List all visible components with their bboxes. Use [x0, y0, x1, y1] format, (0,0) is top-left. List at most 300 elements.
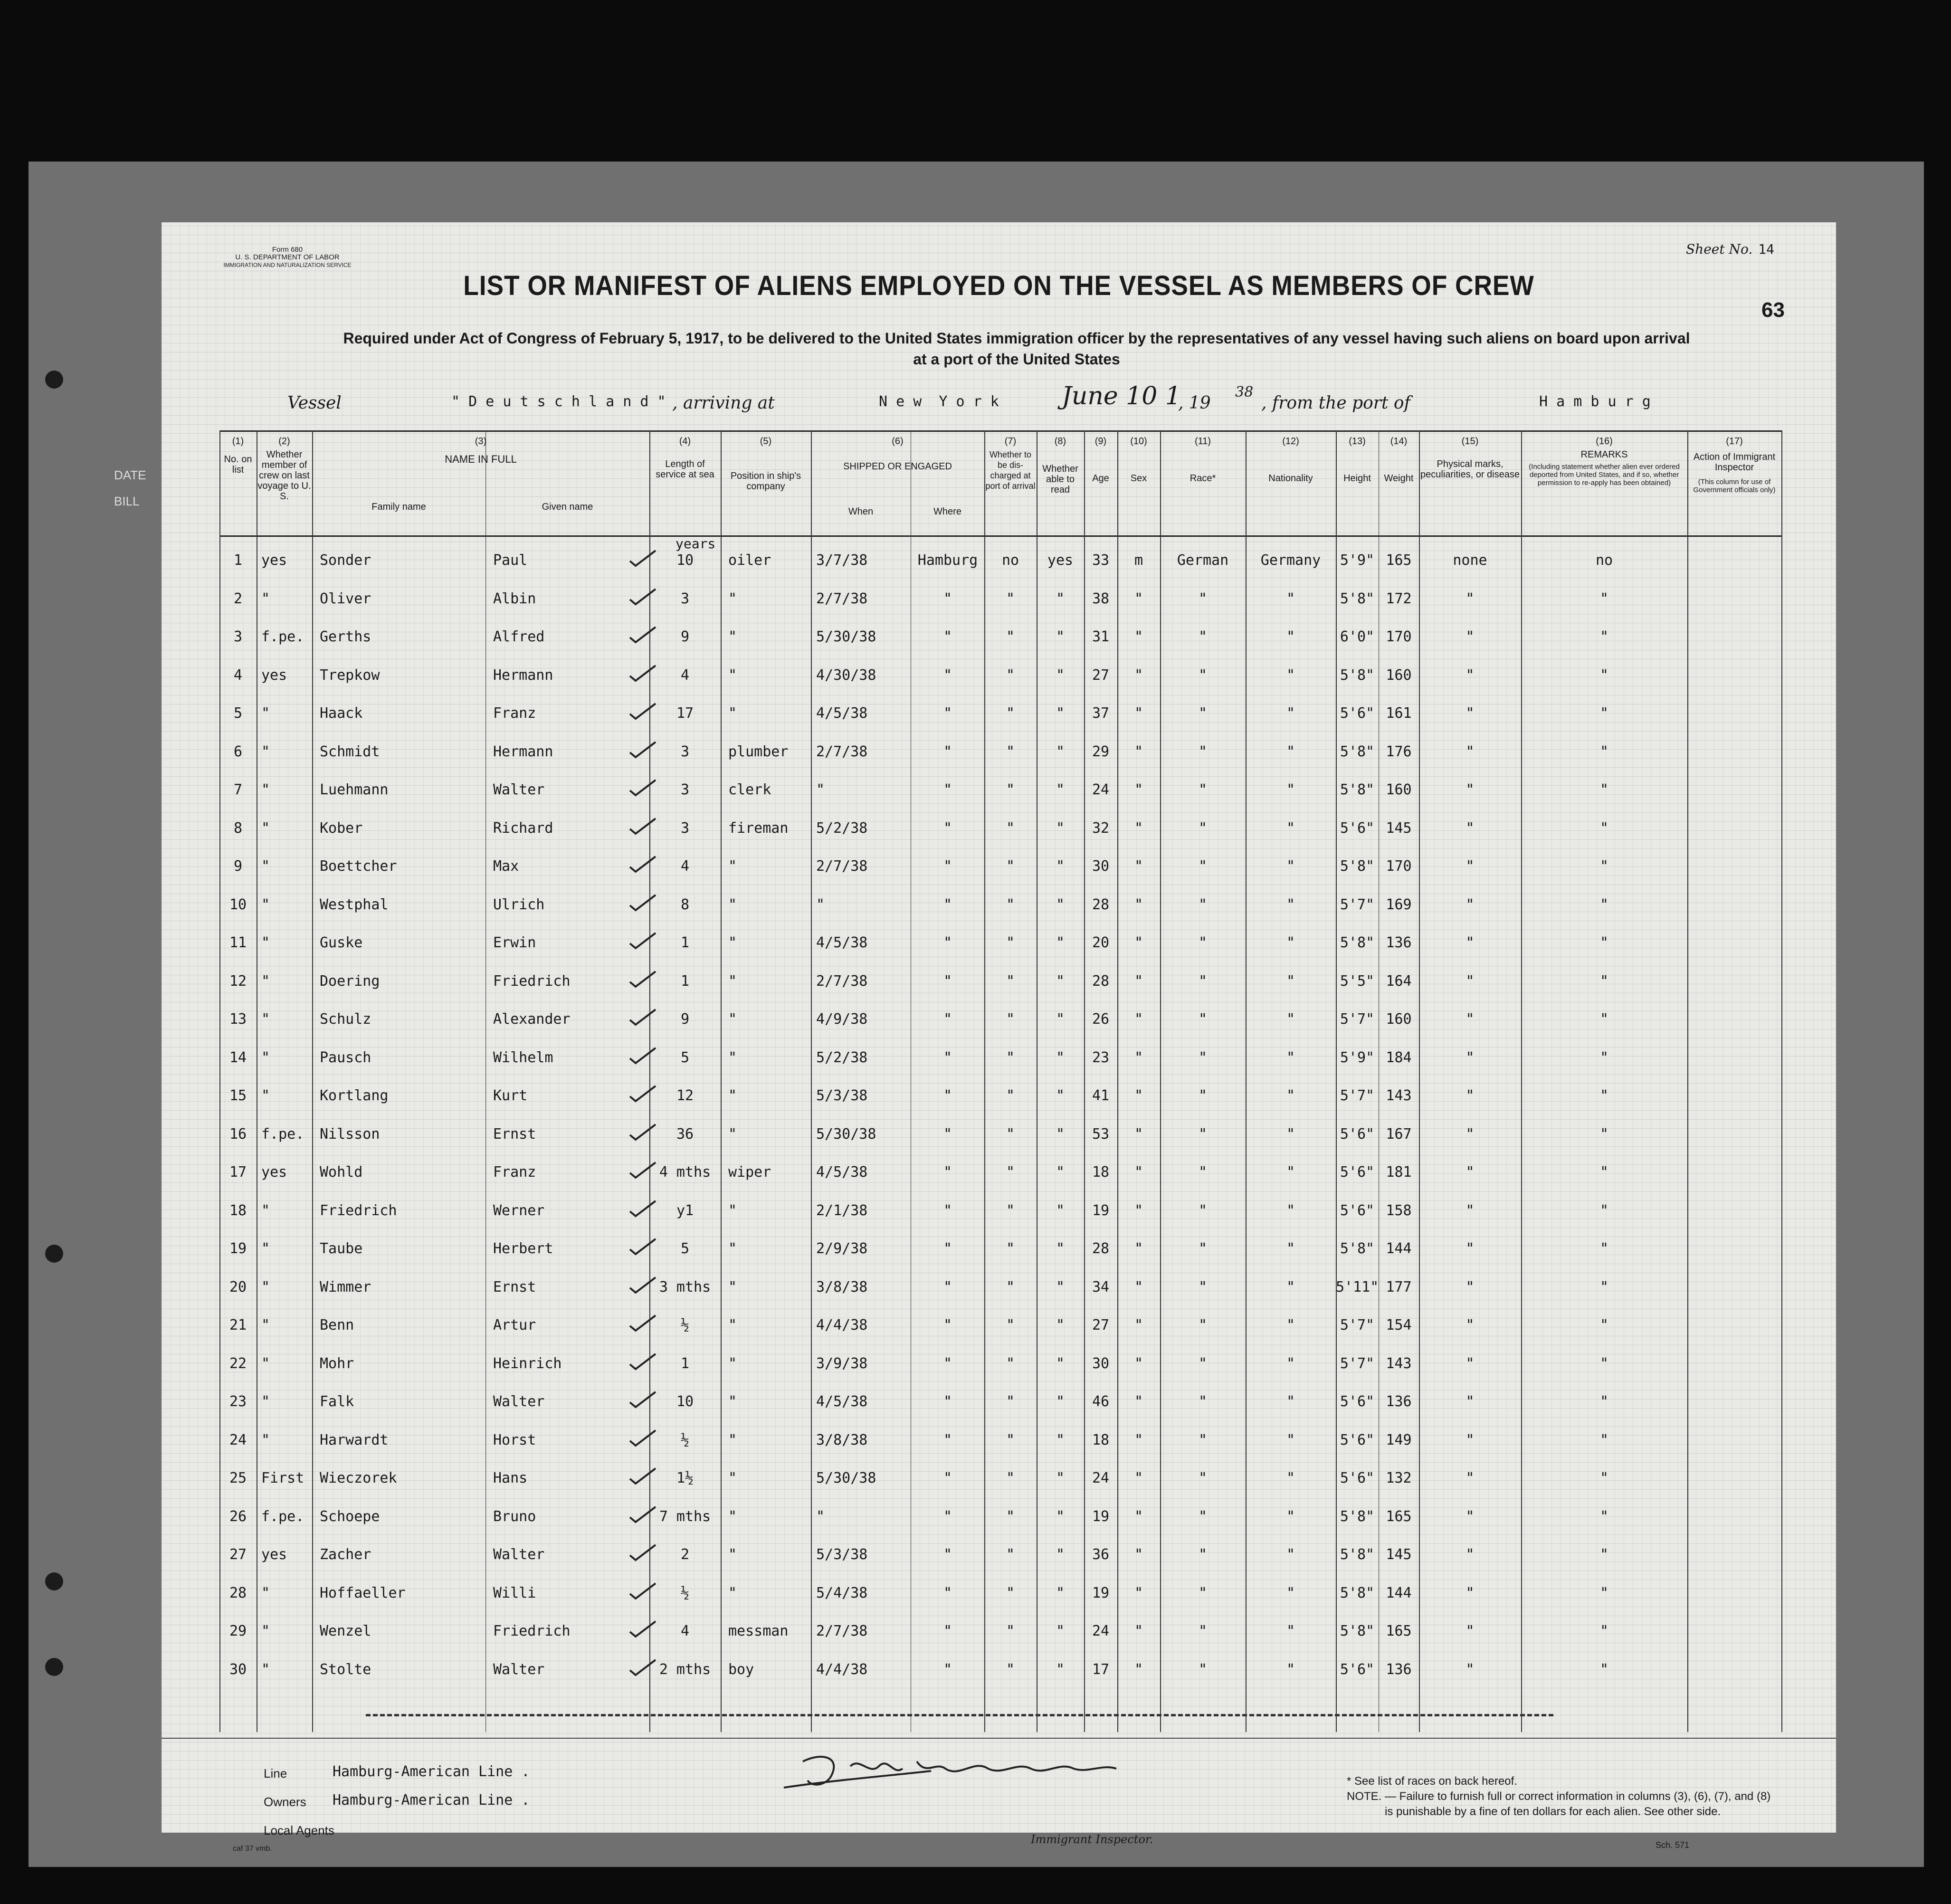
cell-weight: 145 [1386, 819, 1412, 837]
cell-sex: " [1134, 666, 1143, 684]
cell-nationality: " [1286, 628, 1295, 645]
col-5-number: (5) [760, 436, 772, 447]
cell-race: " [1198, 1584, 1208, 1601]
cell-age: 30 [1092, 858, 1110, 875]
table-row [219, 1460, 1782, 1497]
cell-shipped-when: 2/7/38 [816, 972, 868, 990]
cell-weight: 176 [1386, 743, 1412, 760]
cell-shipped-where: " [943, 1431, 952, 1448]
subtitle-line-2: at a port of the United States [913, 351, 1120, 368]
cell-shipped-where: " [943, 781, 952, 798]
cell-given-name: Max [493, 858, 519, 875]
cell-physical-marks: " [1466, 1240, 1475, 1257]
cell-shipped-when: 5/3/38 [816, 1087, 868, 1104]
cell-weight: 172 [1386, 590, 1412, 607]
cell-crew-number: 29 [229, 1623, 247, 1639]
cell-weight: 136 [1386, 934, 1412, 951]
cell-family-name: Harwardt [320, 1431, 389, 1448]
cell-sex: " [1134, 628, 1143, 645]
cell-sex: " [1134, 1049, 1143, 1066]
cell-position: " [728, 1431, 737, 1448]
cell-physical-marks: " [1466, 858, 1475, 875]
cell-race: " [1198, 1202, 1208, 1219]
cell-physical-marks: " [1466, 705, 1475, 722]
cell-previous-voyage: yes [261, 1546, 287, 1563]
cell-position: " [728, 666, 737, 684]
cell-race: German [1177, 552, 1229, 569]
cell-family-name: Wieczorek [320, 1470, 397, 1486]
cell-weight: 144 [1386, 1584, 1412, 1601]
cell-age: 20 [1092, 934, 1110, 951]
cell-age: 36 [1092, 1546, 1110, 1563]
check-mark-icon [628, 1276, 657, 1295]
cell-shipped-where: " [943, 1202, 952, 1219]
cell-crew-number: 28 [229, 1584, 247, 1601]
cell-position: " [728, 1508, 737, 1525]
table-row [219, 1383, 1782, 1420]
check-mark-icon [628, 1390, 657, 1409]
cell-shipped-when: 4/30/38 [816, 666, 876, 684]
cell-crew-number: 4 [233, 666, 243, 684]
cell-age: 31 [1092, 628, 1110, 645]
cell-given-name: Hermann [493, 743, 553, 760]
cell-shipped-where: " [943, 1278, 952, 1295]
table-row [219, 1345, 1782, 1382]
cell-service-length: 1 [680, 934, 690, 951]
line-label: Line [264, 1766, 287, 1780]
cell-sex: " [1134, 1584, 1143, 1601]
cell-remarks: " [1599, 781, 1609, 798]
cell-remarks: " [1599, 1202, 1609, 1219]
cell-shipped-where: " [943, 1087, 952, 1104]
check-mark-icon [628, 1314, 657, 1333]
cell-discharged: " [1006, 705, 1015, 722]
cell-age: 18 [1092, 1431, 1110, 1448]
cell-family-name: Friedrich [320, 1202, 397, 1219]
cell-able-to-read: " [1056, 1125, 1065, 1142]
col-12-number: (12) [1282, 436, 1299, 447]
cell-remarks: " [1599, 1125, 1609, 1142]
cell-discharged: " [1006, 1278, 1015, 1295]
cell-remarks: " [1599, 1164, 1609, 1180]
check-mark-icon [628, 931, 657, 950]
cell-height: 5'6" [1340, 819, 1375, 837]
cell-given-name: Hermann [493, 666, 553, 684]
cell-crew-number: 22 [229, 1355, 247, 1372]
cell-weight: 177 [1386, 1278, 1412, 1295]
cell-able-to-read: " [1056, 972, 1065, 990]
cell-weight: 181 [1386, 1164, 1412, 1180]
cell-height: 5'8" [1340, 934, 1375, 951]
cell-able-to-read: " [1056, 705, 1065, 722]
cell-nationality: " [1286, 1202, 1295, 1219]
cell-race: " [1198, 1011, 1208, 1028]
cell-service-length: 7 mths [659, 1508, 711, 1525]
cell-crew-number: 30 [229, 1661, 247, 1678]
cell-discharged: " [1006, 743, 1015, 760]
cell-crew-number: 25 [229, 1470, 247, 1486]
cell-family-name: Trepkow [320, 666, 380, 684]
check-mark-icon [628, 625, 657, 644]
cell-crew-number: 21 [229, 1317, 247, 1333]
cell-shipped-where: " [943, 1584, 952, 1601]
cell-weight: 161 [1386, 705, 1412, 722]
col-7-number: (7) [1004, 436, 1017, 447]
document-subtitle [247, 328, 1786, 370]
line-value: Hamburg-American Line . [333, 1763, 530, 1780]
cell-age: 30 [1092, 1355, 1110, 1372]
cell-discharged: " [1006, 1355, 1015, 1372]
check-mark-icon [628, 702, 657, 721]
cell-sex: " [1134, 781, 1143, 798]
cell-nationality: " [1286, 1584, 1295, 1601]
cell-given-name: Ernst [493, 1278, 536, 1295]
table-row [219, 1192, 1782, 1229]
table-row [219, 1575, 1782, 1612]
cell-service-length: 5 [680, 1049, 690, 1066]
col-10-number: (10) [1130, 436, 1147, 447]
page-number: 63 [1761, 298, 1785, 322]
cell-nationality: " [1286, 781, 1295, 798]
cell-discharged: " [1006, 1125, 1015, 1142]
cell-shipped-when: 3/7/38 [816, 552, 868, 569]
cell-shipped-where: " [943, 1240, 952, 1257]
cell-remarks: " [1599, 1087, 1609, 1104]
cell-family-name: Mohr [320, 1355, 354, 1372]
cell-able-to-read: " [1056, 934, 1065, 951]
cell-family-name: Benn [320, 1317, 354, 1333]
cell-shipped-when: 2/7/38 [816, 1623, 868, 1639]
arrival-date-handwritten: June 10 1 [1062, 382, 1181, 410]
cell-position: " [728, 1202, 737, 1219]
cell-able-to-read: " [1056, 628, 1065, 645]
cell-shipped-where: " [943, 590, 952, 607]
cell-previous-voyage: " [261, 1355, 270, 1372]
cell-race: " [1198, 858, 1208, 875]
cell-able-to-read: " [1056, 1011, 1065, 1028]
cell-shipped-when: 4/4/38 [816, 1661, 868, 1678]
cell-weight: 170 [1386, 628, 1412, 645]
cell-position: fireman [728, 819, 789, 837]
cell-previous-voyage: " [261, 1393, 270, 1410]
cell-family-name: Wohld [320, 1164, 363, 1180]
cell-previous-voyage: f.pe. [261, 1508, 305, 1525]
cell-physical-marks: " [1466, 781, 1475, 798]
cell-previous-voyage: " [261, 1317, 270, 1333]
cell-given-name: Walter [493, 1661, 545, 1678]
cell-race: " [1198, 1623, 1208, 1639]
cell-able-to-read: " [1056, 1661, 1065, 1678]
cell-shipped-where: " [943, 1125, 952, 1142]
cell-shipped-where: " [943, 705, 952, 722]
cell-race: " [1198, 1164, 1208, 1180]
cell-previous-voyage: " [261, 819, 270, 837]
table-row [219, 771, 1782, 809]
table-row [219, 1269, 1782, 1306]
cell-race: " [1198, 1546, 1208, 1563]
cell-race: " [1198, 934, 1208, 951]
cell-able-to-read: " [1056, 1317, 1065, 1333]
table-row [219, 619, 1782, 656]
cell-discharged: " [1006, 1087, 1015, 1104]
cell-remarks: " [1599, 1355, 1609, 1372]
check-mark-icon [628, 855, 657, 874]
cell-position: " [728, 1546, 737, 1563]
cell-family-name: Luehmann [320, 781, 389, 798]
cell-position: " [728, 896, 737, 913]
col-17-number: (17) [1726, 436, 1743, 447]
from-port-label: , from the port of [1261, 393, 1410, 413]
cell-shipped-where: " [943, 1470, 952, 1486]
arriving-port: N e w Y o r k [879, 393, 999, 410]
col-15-number: (15) [1461, 436, 1479, 447]
cell-nationality: " [1286, 1393, 1295, 1410]
cell-previous-voyage: " [261, 705, 270, 722]
cell-physical-marks: " [1466, 1164, 1475, 1180]
cell-shipped-when: 5/30/38 [816, 1125, 876, 1142]
col-13-number: (13) [1349, 436, 1366, 447]
cell-previous-voyage: " [261, 1087, 270, 1104]
cell-weight: 164 [1386, 972, 1412, 990]
col-3-number: (3) [475, 436, 487, 447]
col-4-number: (4) [679, 436, 691, 447]
cell-shipped-when: 2/7/38 [816, 590, 868, 607]
cell-remarks: " [1599, 1317, 1609, 1333]
cell-discharged: " [1006, 1431, 1015, 1448]
cell-crew-number: 6 [233, 743, 243, 760]
cell-age: 27 [1092, 1317, 1110, 1333]
cell-shipped-where: Hamburg [917, 552, 978, 569]
cell-discharged: " [1006, 934, 1015, 951]
cell-height: 5'8" [1340, 1623, 1375, 1639]
cell-service-length: 12 [676, 1087, 694, 1104]
cell-age: 24 [1092, 1470, 1110, 1486]
check-mark-icon [628, 1619, 657, 1638]
cell-given-name: Herbert [493, 1240, 553, 1257]
cell-physical-marks: " [1466, 972, 1475, 990]
cell-remarks: " [1599, 1546, 1609, 1563]
cell-remarks: " [1599, 819, 1609, 837]
local-agents-label: Local Agents [264, 1823, 334, 1837]
cell-able-to-read: " [1056, 1049, 1065, 1066]
cell-height: 5'8" [1340, 858, 1375, 875]
cell-sex: " [1134, 1623, 1143, 1639]
cell-nationality: " [1286, 705, 1295, 722]
cell-sex: " [1134, 1470, 1143, 1486]
check-mark-icon [628, 1008, 657, 1027]
col-14-number: (14) [1390, 436, 1408, 447]
cell-given-name: Ernst [493, 1125, 536, 1142]
cell-position: " [728, 1584, 737, 1601]
subtitle-line-1: Required under Act of Congress of February 5, 1917, to be delivered to the United States immigration officer by the representatives of any vessel having such aliens on board upon arrival [343, 330, 1690, 347]
cell-height: 5'6" [1340, 1470, 1375, 1486]
col-9-number: (9) [1094, 436, 1107, 447]
cell-shipped-where: " [943, 1164, 952, 1180]
cell-weight: 143 [1386, 1355, 1412, 1372]
cell-shipped-when: 2/7/38 [816, 858, 868, 875]
sheet-number-value: 14 [1758, 241, 1774, 257]
cell-service-length: 1½ [676, 1470, 694, 1486]
col-1-number: (1) [232, 436, 244, 447]
cell-remarks: " [1599, 1623, 1609, 1639]
cell-weight: 170 [1386, 858, 1412, 875]
service-name: IMMIGRATION AND NATURALIZATION SERVICE [223, 262, 352, 268]
check-mark-icon [628, 1428, 657, 1447]
cell-crew-number: 10 [229, 896, 247, 913]
cell-race: " [1198, 1278, 1208, 1295]
cell-position: wiper [728, 1164, 771, 1180]
cell-crew-number: 9 [233, 858, 243, 875]
table-row [219, 1498, 1782, 1535]
table-row [219, 657, 1782, 694]
cell-physical-marks: " [1466, 1470, 1475, 1486]
cell-physical-marks: " [1466, 743, 1475, 760]
cell-sex: " [1134, 1278, 1143, 1295]
check-mark-icon [628, 1658, 657, 1677]
col-header-given-name: Given name [542, 502, 593, 512]
cell-given-name: Kurt [493, 1087, 528, 1104]
cell-sex: " [1134, 1508, 1143, 1525]
cell-given-name: Willi [493, 1584, 536, 1601]
cell-family-name: Kober [320, 819, 363, 837]
col-2-number: (2) [278, 436, 290, 447]
check-mark-icon [628, 970, 657, 989]
cell-able-to-read: " [1056, 1431, 1065, 1448]
printer-imprint: caf 37 vmb. [233, 1845, 272, 1853]
cell-race: " [1198, 1240, 1208, 1257]
cell-race: " [1198, 1470, 1208, 1486]
cell-nationality: " [1286, 896, 1295, 913]
cell-position: " [728, 858, 737, 875]
cell-age: 32 [1092, 819, 1110, 837]
col-header-race: Race* [1190, 473, 1216, 484]
cell-discharged: " [1006, 1240, 1015, 1257]
cell-able-to-read: " [1056, 1202, 1065, 1219]
cell-age: 37 [1092, 705, 1110, 722]
inspector-label: Immigrant Inspector. [1031, 1833, 1153, 1846]
cell-able-to-read: " [1056, 819, 1065, 837]
cell-able-to-read: " [1056, 1278, 1065, 1295]
cell-shipped-when: 5/4/38 [816, 1584, 868, 1601]
col-header-remarks: REMARKS [1580, 449, 1628, 460]
cell-family-name: Schmidt [320, 743, 380, 760]
cell-service-length: 9 [680, 628, 690, 645]
col-header-when: When [848, 506, 874, 517]
years-label: years [676, 536, 716, 552]
cell-shipped-when: 4/5/38 [816, 1164, 868, 1180]
cell-age: 19 [1092, 1202, 1110, 1219]
cell-age: 27 [1092, 666, 1110, 684]
cell-previous-voyage: " [261, 896, 270, 913]
note-line-2: is punishable by a fine of ten dollars for each alien. See other side. [1385, 1805, 1721, 1818]
cell-position: " [728, 1087, 737, 1104]
cell-crew-number: 26 [229, 1508, 247, 1525]
margin-bill-text: BILL [114, 494, 140, 508]
cell-age: 26 [1092, 1011, 1110, 1028]
cell-sex: m [1134, 552, 1143, 569]
cell-shipped-where: " [943, 896, 952, 913]
cell-weight: 154 [1386, 1317, 1412, 1333]
cell-service-length: 4 [680, 1623, 690, 1639]
cell-shipped-when: 4/5/38 [816, 934, 868, 951]
cell-previous-voyage: yes [261, 552, 287, 569]
cell-family-name: Westphal [320, 896, 389, 913]
cell-able-to-read: yes [1047, 552, 1074, 569]
check-mark-icon [628, 817, 657, 836]
cell-shipped-when: 3/8/38 [816, 1431, 868, 1448]
cell-physical-marks: " [1466, 1278, 1475, 1295]
cell-crew-number: 16 [229, 1125, 247, 1142]
cell-service-length: 5 [680, 1240, 690, 1257]
cell-family-name: Schulz [320, 1011, 371, 1028]
col-header-family-name: Family name [371, 502, 426, 512]
cell-given-name: Walter [493, 781, 545, 798]
cell-service-length: 8 [680, 896, 690, 913]
cell-service-length: 2 [680, 1546, 690, 1563]
punch-hole [45, 1245, 63, 1263]
cell-sex: " [1134, 1087, 1143, 1104]
cell-physical-marks: " [1466, 896, 1475, 913]
manifest-sheet [162, 222, 1836, 1853]
cell-given-name: Albin [493, 590, 536, 607]
table-row [219, 1154, 1782, 1191]
cell-position: " [728, 972, 737, 990]
cell-position: " [728, 628, 737, 645]
cell-race: " [1198, 1125, 1208, 1142]
cell-given-name: Alfred [493, 628, 545, 645]
cell-given-name: Friedrich [493, 1623, 571, 1639]
cell-service-length: 3 [680, 743, 690, 760]
cell-height: 5'9" [1340, 552, 1375, 569]
cell-family-name: Nilsson [320, 1125, 380, 1142]
cell-shipped-when: 4/4/38 [816, 1317, 868, 1333]
cell-nationality: Germany [1260, 552, 1321, 569]
margin-date-text: DATE [114, 468, 146, 482]
cell-able-to-read: " [1056, 590, 1065, 607]
check-mark-icon [628, 1237, 657, 1256]
races-footnote: * See list of races on back hereof. [1347, 1775, 1517, 1788]
cell-crew-number: 24 [229, 1431, 247, 1448]
table-row [219, 581, 1782, 618]
cell-physical-marks: none [1453, 552, 1487, 569]
cell-previous-voyage: " [261, 1431, 270, 1448]
cell-nationality: " [1286, 1661, 1295, 1678]
year-suffix-handwritten: 38 [1235, 384, 1254, 400]
cell-height: 5'8" [1340, 666, 1375, 684]
cell-service-length: 3 [680, 781, 690, 798]
col-header-prev-voyage: Whether member of crew on last voyage to U. S. [257, 449, 311, 502]
cell-given-name: Erwin [493, 934, 536, 951]
check-mark-icon [628, 740, 657, 759]
table-row [219, 1536, 1782, 1573]
cell-previous-voyage: " [261, 1584, 270, 1601]
sheet-number [1686, 241, 1774, 257]
table-row [219, 695, 1782, 732]
cell-shipped-when: " [816, 896, 825, 913]
cell-weight: 149 [1386, 1431, 1412, 1448]
cell-discharged: " [1006, 858, 1015, 875]
cell-shipped-where: " [943, 1508, 952, 1525]
cell-race: " [1198, 819, 1208, 837]
cell-shipped-where: " [943, 1546, 952, 1563]
table-row [219, 1613, 1782, 1650]
inspector-signature [774, 1742, 1154, 1795]
cell-position: " [728, 1317, 737, 1333]
col-header-height: Height [1343, 473, 1371, 484]
cell-height: 5'7" [1340, 896, 1375, 913]
cell-discharged: " [1006, 1164, 1015, 1180]
cell-weight: 169 [1386, 896, 1412, 913]
